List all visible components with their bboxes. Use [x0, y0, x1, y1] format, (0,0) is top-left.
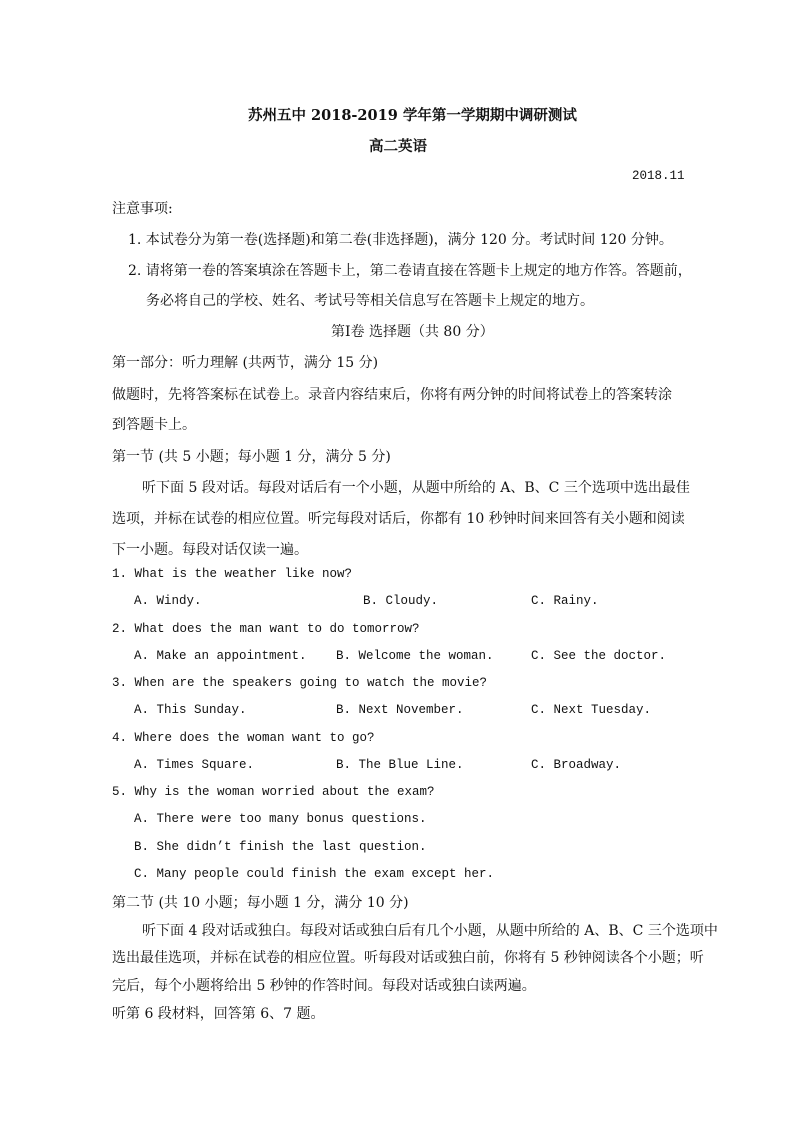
section-1-instruction-line-2: 选项，并标在试卷的相应位置。听完每段对话后，你都有 10 秒钟时间来回答有关小题和阅读: [112, 511, 685, 527]
part-1-heading: 第一部分：听力理解 (共两节，满分 15 分): [112, 355, 379, 371]
section-1-instruction-line-3: 下一小题。每段对话仅读一遍。: [112, 542, 308, 558]
question-3-option-a: A. This Sunday.: [134, 703, 247, 717]
question-1: 1. What is the weather like now?: [112, 567, 353, 581]
section-2-heading: 第二节 (共 10 小题；每小题 1 分，满分 10 分): [112, 895, 409, 911]
notes-item-2-line-2: 务必将自己的学校、姓名、考试号等相关信息写在答题卡上规定的地方。: [146, 293, 594, 309]
question-1-option-c: C. Rainy.: [531, 594, 599, 608]
question-4: 4. Where does the woman want to go?: [112, 731, 375, 745]
question-1-option-a: A. Windy.: [134, 594, 202, 608]
question-1-option-b: B. Cloudy.: [363, 594, 439, 608]
volume-1-heading: 第Ⅰ卷 选择题（共 80 分）: [331, 324, 494, 340]
section-2-instruction-line-2: 选出最佳选项，并标在试卷的相应位置。听每段对话或独白前，你将有 5 秒钟阅读各个小题；听: [112, 950, 704, 966]
part-1-instruction-line-2: 到答题卡上。: [112, 417, 196, 433]
question-3-option-c: C. Next Tuesday.: [531, 703, 652, 717]
notes-item-1: 1. 本试卷分为第一卷(选择题)和第二卷(非选择题)，满分 120 分。考试时间 120 分钟。: [128, 232, 673, 248]
exam-title: 苏州五中 2018-2019 学年第一学期期中调研测试: [248, 107, 577, 124]
notes-item-2-line-1: 2. 请将第一卷的答案填涂在答题卡上，第二卷请直接在答题卡上规定的地方作答。答题前，: [128, 263, 692, 279]
section-1-heading: 第一节 (共 5 小题；每小题 1 分，满分 5 分): [112, 449, 391, 465]
listen-material-6: 听第 6 段材料，回答第 6、7 题。: [112, 1006, 325, 1022]
section-1-instruction-line-1: 听下面 5 段对话。每段对话后有一个小题，从题中所给的 A、B、C 三个选项中选出最佳: [142, 480, 690, 496]
question-4-option-a: A. Times Square.: [134, 758, 255, 772]
question-2-option-a: A. Make an appointment.: [134, 649, 307, 663]
part-1-instruction-line-1: 做题时，先将答案标在试卷上。录音内容结束后，你将有两分钟的时间将试卷上的答案转涂: [112, 387, 672, 403]
question-5-option-b: B. She didn’t finish the last question.: [134, 840, 427, 854]
question-3-option-b: B. Next November.: [336, 703, 464, 717]
exam-subtitle: 高二英语: [369, 138, 427, 155]
question-2: 2. What does the man want to do tomorrow?: [112, 622, 420, 636]
section-2-instruction-line-1: 听下面 4 段对话或独白。每段对话或独白后有几个小题，从题中所给的 A、B、C 三个选项中: [142, 923, 718, 939]
question-5-option-a: A. There were too many bonus questions.: [134, 812, 427, 826]
exam-date: 2018.11: [632, 169, 685, 183]
question-4-option-c: C. Broadway.: [531, 758, 622, 772]
question-5: 5. Why is the woman worried about the exam?: [112, 785, 435, 799]
question-3: 3. When are the speakers going to watch the movie?: [112, 676, 488, 690]
question-4-option-b: B. The Blue Line.: [336, 758, 464, 772]
section-2-instruction-line-3: 完后，每个小题将给出 5 秒钟的作答时间。每段对话或独白读两遍。: [112, 978, 536, 994]
question-5-option-c: C. Many people could finish the exam except her.: [134, 867, 495, 881]
question-2-option-b: B. Welcome the woman.: [336, 649, 494, 663]
question-2-option-c: C. See the doctor.: [531, 649, 667, 663]
notes-heading: 注意事项:: [112, 201, 173, 217]
